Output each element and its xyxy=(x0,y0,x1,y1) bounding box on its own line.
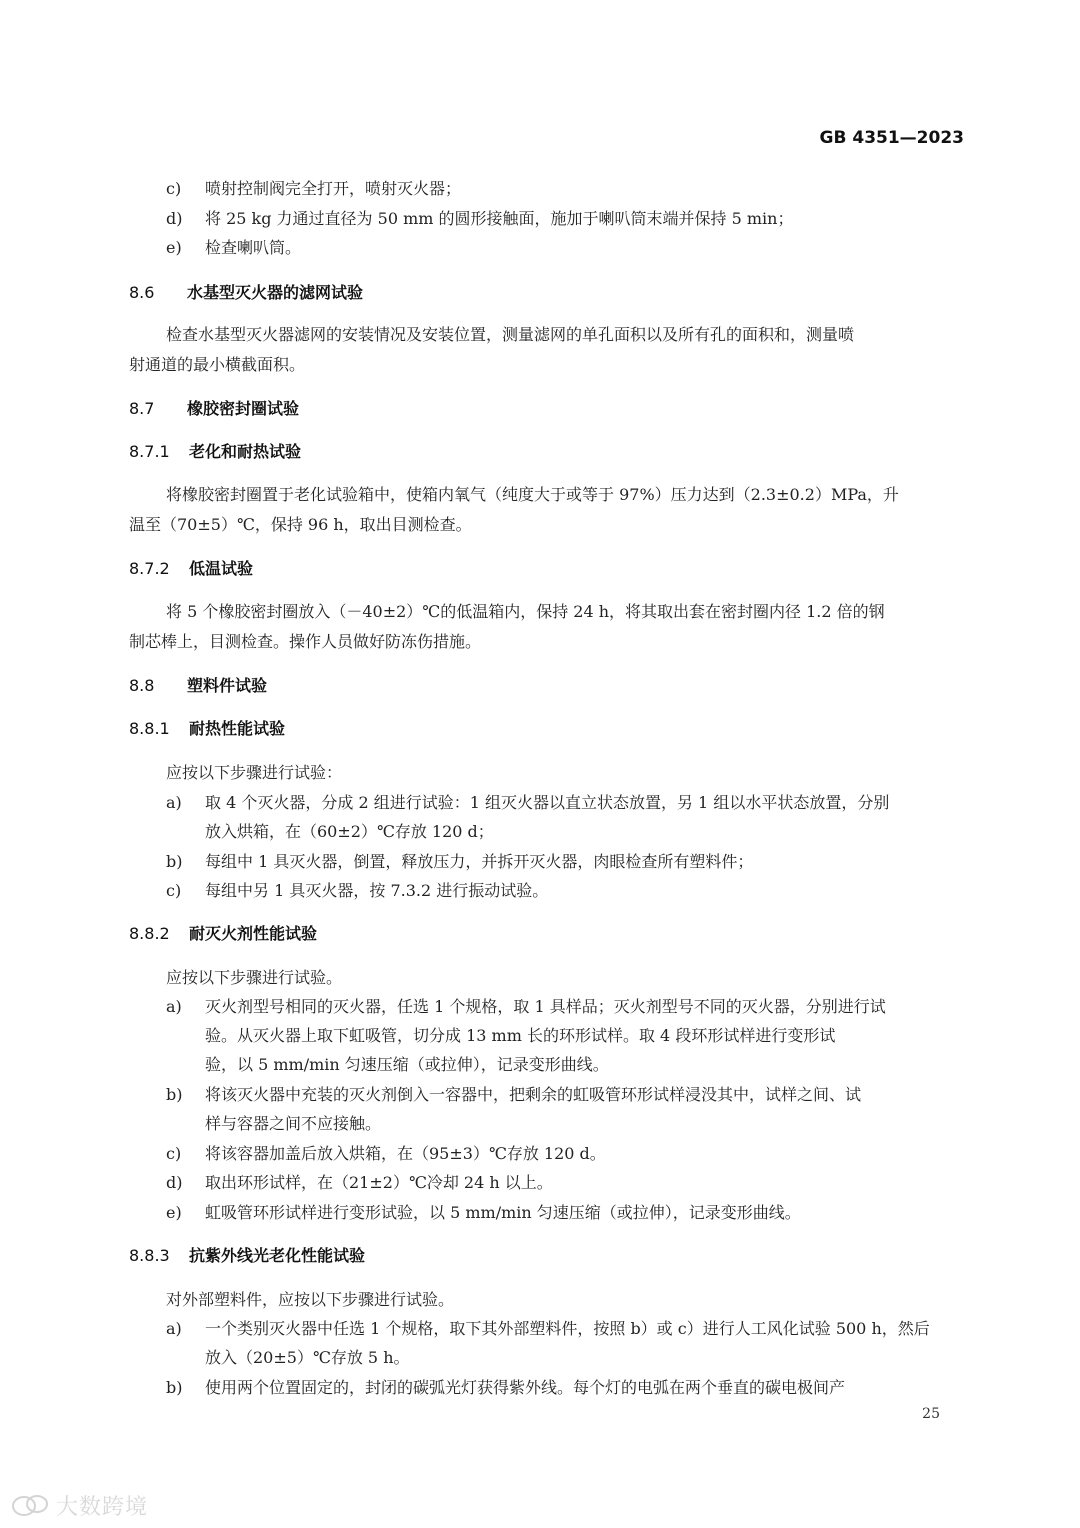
list-marker: a) xyxy=(166,997,182,1016)
list-item-text: 放入（20±5）℃存放 5 h。 xyxy=(205,1348,410,1367)
chat-bubble-icon xyxy=(10,1494,50,1518)
list-item-text: 取 4 个灭火器，分成 2 组进行试验：1 组灭火器以直立状态放置，另 1 组以水平状态放置，分别 xyxy=(205,793,890,812)
section-heading: 8.8.1 耐热性能试验 xyxy=(129,719,286,738)
list-item-text: 将该灭火器中充装的灭火剂倒入一容器中，把剩余的虹吸管环形试样浸没其中，试样之间、试 xyxy=(205,1085,862,1104)
list-item-text: 检查喇叭筒。 xyxy=(205,238,302,257)
list-marker: c) xyxy=(166,179,182,198)
watermark xyxy=(10,1490,148,1521)
page-number: 25 xyxy=(922,1406,940,1422)
section-heading: 8.7.1 老化和耐热试验 xyxy=(129,442,302,461)
list-item-text: 每组中 1 具灭火器，倒置，释放压力，并拆开灭火器，肉眼检查所有塑料件； xyxy=(205,852,754,871)
list-marker: d) xyxy=(166,1173,183,1192)
watermark-text: 大数跨境 xyxy=(56,1495,149,1520)
paragraph-line: 温至（70±5）℃，保持 96 h，取出目测检查。 xyxy=(129,515,472,534)
list-item-text: 样与容器之间不应接触。 xyxy=(205,1114,382,1133)
list-marker: c) xyxy=(166,1144,182,1163)
list-marker: b) xyxy=(166,852,183,871)
paragraph-line: 制芯棒上，目测检查。操作人员做好防冻伤措施。 xyxy=(129,632,482,651)
paragraph-line: 射通道的最小横截面积。 xyxy=(129,355,306,374)
list-item-text: 一个类别灭火器中任选 1 个规格，取下其外部塑料件，按照 b）或 c）进行人工风化试验 500 h，然后 xyxy=(205,1319,930,1338)
list-item-text: 灭火剂型号相同的灭火器，任选 1 个规格，取 1 具样品；灭火剂型号不同的灭火器，分别进行试 xyxy=(205,997,886,1016)
list-marker: b) xyxy=(166,1085,183,1104)
paragraph-line: 检查水基型灭火器滤网的安装情况及安装位置，测量滤网的单孔面积以及所有孔的面积和，测量喷 xyxy=(166,325,855,344)
section-heading: 8.6 水基型灭火器的滤网试验 xyxy=(129,283,364,302)
paragraph-line: 应按以下步骤进行试验： xyxy=(166,763,343,782)
paragraph-line: 对外部塑料件，应按以下步骤进行试验。 xyxy=(166,1290,455,1309)
section-heading: 8.8.2 耐灭火剂性能试验 xyxy=(129,924,318,943)
section-heading: 8.8 塑料件试验 xyxy=(129,676,268,695)
list-marker: b) xyxy=(166,1378,183,1397)
list-item-text: 喷射控制阀完全打开，喷射灭火器； xyxy=(205,179,462,198)
list-marker: e) xyxy=(166,1203,182,1222)
paragraph-line: 应按以下步骤进行试验。 xyxy=(166,968,343,987)
list-item-text: 虹吸管环形试样进行变形试验，以 5 mm/min 匀速压缩（或拉伸），记录变形曲线。 xyxy=(205,1203,801,1222)
list-marker: a) xyxy=(166,793,182,812)
standard-number: GB 4351—2023 xyxy=(819,128,964,148)
list-marker: c) xyxy=(166,881,182,900)
section-heading: 8.7.2 低温试验 xyxy=(129,559,254,578)
list-item-text: 验，以 5 mm/min 匀速压缩（或拉伸），记录变形曲线。 xyxy=(205,1055,609,1074)
list-item-text: 放入烘箱，在（60±2）℃存放 120 d； xyxy=(205,822,494,841)
list-item-text: 将 25 kg 力通过直径为 50 mm 的圆形接触面，施加于喇叭筒末端并保持 5 min； xyxy=(205,209,794,228)
list-item-text: 取出环形试样，在（21±2）℃冷却 24 h 以上。 xyxy=(205,1173,553,1192)
list-marker: a) xyxy=(166,1319,182,1338)
list-item-text: 每组中另 1 具灭火器，按 7.3.2 进行振动试验。 xyxy=(205,881,549,900)
section-heading: 8.8.3 抗紫外线光老化性能试验 xyxy=(129,1246,366,1265)
list-item-text: 使用两个位置固定的，封闭的碳弧光灯获得紫外线。每个灯的电弧在两个垂直的碳电极间产 xyxy=(205,1378,846,1397)
paragraph-line: 将 5 个橡胶密封圈放入（－40±2）℃的低温箱内，保持 24 h，将其取出套在密封圈内径 1.2 倍的钢 xyxy=(166,602,885,621)
paragraph-line: 将橡胶密封圈置于老化试验箱中，使箱内氧气（纯度大于或等于 97%）压力达到（2.3±0.2）MPa，升 xyxy=(166,485,899,504)
list-item-text: 将该容器加盖后放入烘箱，在（95±3）℃存放 120 d。 xyxy=(205,1144,606,1163)
section-heading: 8.7 橡胶密封圈试验 xyxy=(129,399,300,418)
list-item-text: 验。从灭火器上取下虹吸管，切分成 13 mm 长的环形试样。取 4 段环形试样进行变形试 xyxy=(205,1026,836,1045)
list-marker: e) xyxy=(166,238,182,257)
list-marker: d) xyxy=(166,209,183,228)
